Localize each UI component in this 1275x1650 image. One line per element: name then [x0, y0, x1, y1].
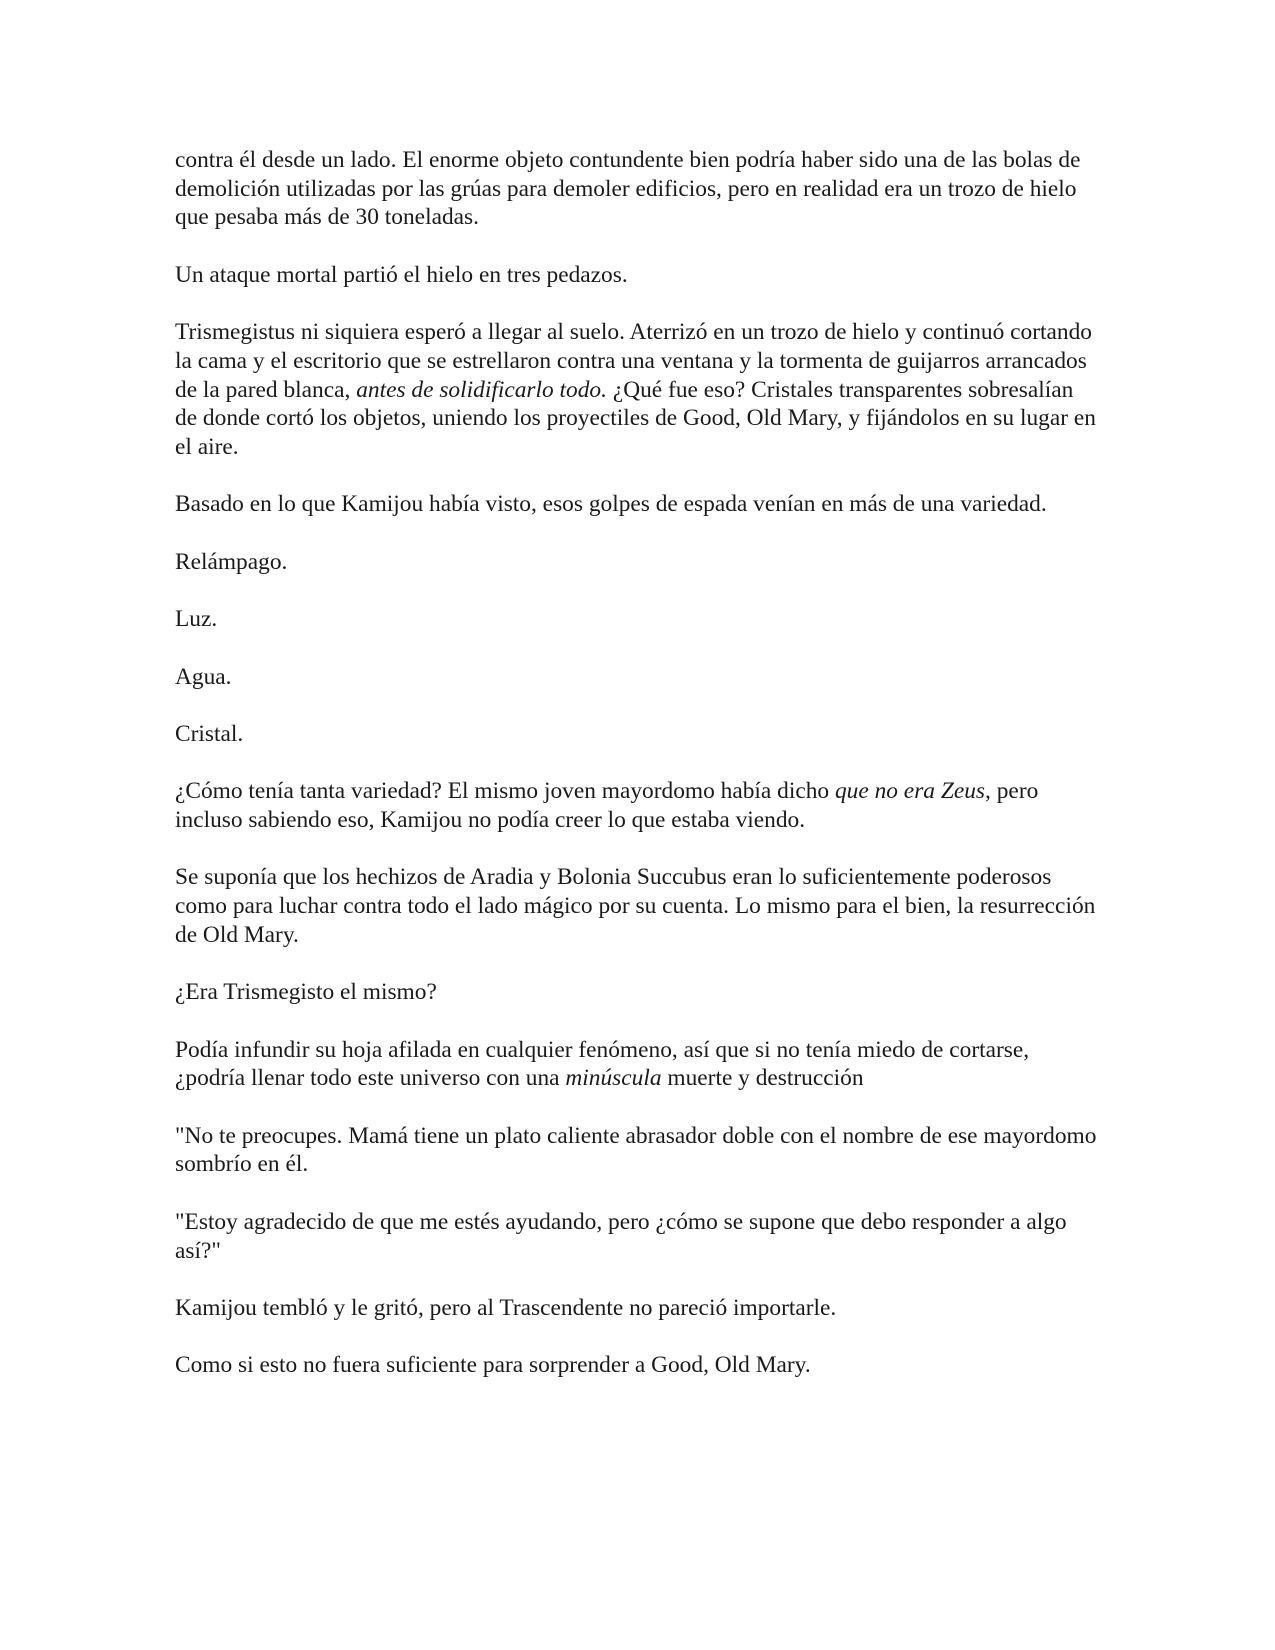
- text-segment: "No te preocupes. Mamá tiene un plato caliente abrasador doble con el nombre de ese mayordomo sombrío en él.: [175, 1122, 1097, 1178]
- paragraph-5: [175, 548, 1100, 577]
- italic-text-segment: antes de solidificarlo todo.: [356, 376, 607, 403]
- paragraph-15: [175, 1294, 1100, 1323]
- text-segment: pero incluso sabiendo eso, Kamijou no podía creer lo que estaba viendo.: [175, 778, 1039, 834]
- italic-text-segment: que no era Zeus,: [834, 778, 991, 805]
- paragraph-11: [175, 978, 1100, 1007]
- text-segment: "Estoy agradecido de que me estés ayudando, pero ¿cómo se supone que debo responder a algo así?": [175, 1208, 1067, 1264]
- text-segment: Relámpago.: [175, 548, 288, 575]
- paragraph-10: [175, 863, 1100, 949]
- paragraph-6: [175, 605, 1100, 634]
- paragraph-1: [175, 146, 1100, 232]
- text-segment: contra él desde un lado. El enorme objeto contundente bien podría haber sido una de las bolas de demolición utilizadas por las grúas para demoler edificios, pero en realidad era un trozo de hielo que pesaba más de 30 toneladas.: [175, 147, 1081, 231]
- text-segment: ¿Cómo tenía tanta variedad? El mismo joven mayordomo había dicho: [175, 778, 835, 805]
- text-segment: Cristal.: [175, 720, 244, 747]
- text-segment: ¿Era Trismegisto el mismo?: [175, 979, 437, 1006]
- text-segment: Como si esto no fuera suficiente para sorprender a Good, Old Mary.: [175, 1352, 811, 1379]
- italic-text-segment: minúscula: [565, 1065, 662, 1092]
- document-page: [175, 146, 1100, 1409]
- text-segment: muerte y destrucción: [661, 1065, 864, 1092]
- paragraph-14: [175, 1208, 1100, 1265]
- paragraph-3: [175, 318, 1100, 462]
- paragraph-9: [175, 777, 1100, 834]
- text-segment: ¿Qué fue eso? Cristales transparentes sobresalían de donde cortó los objetos, uniendo los proyectiles de Good, Old Mary, y fijándolos en su lugar en el aire.: [175, 376, 1096, 460]
- paragraph-4: [175, 490, 1100, 519]
- text-segment: Luz.: [175, 606, 218, 633]
- text-segment: Kamijou tembló y le gritó, pero al Trascendente no pareció importarle.: [175, 1294, 837, 1321]
- paragraph-12: [175, 1036, 1100, 1093]
- text-segment: Trismegistus ni siquiera esperó a llegar al suelo. Aterrizó en un trozo de hielo y continuó cortando la cama y el escritorio que se estrellaron contra una ventana y la tormenta de guijarros arrancados de la pared blanca,: [175, 319, 1092, 403]
- text-segment: Un ataque mortal partió el hielo en tres pedazos.: [175, 261, 628, 288]
- text-segment: Basado en lo que Kamijou había visto, esos golpes de espada venían en más de una variedad.: [175, 491, 1047, 518]
- paragraph-2: [175, 261, 1100, 290]
- paragraph-13: [175, 1122, 1100, 1179]
- paragraph-16: [175, 1351, 1100, 1380]
- text-segment: Se suponía que los hechizos de Aradia y Bolonia Succubus eran lo suficientemente poderosos como para luchar contra todo el lado mágico por su cuenta. Lo mismo para el bien, la resurrección de Old Mary.: [175, 864, 1096, 948]
- paragraph-7: [175, 663, 1100, 692]
- paragraph-8: [175, 720, 1100, 749]
- text-segment: Podía infundir su hoja afilada en cualquier fenómeno, así que si no tenía miedo de cortarse, ¿podría llenar todo este universo con una: [175, 1036, 1030, 1092]
- text-segment: Agua.: [175, 663, 232, 690]
